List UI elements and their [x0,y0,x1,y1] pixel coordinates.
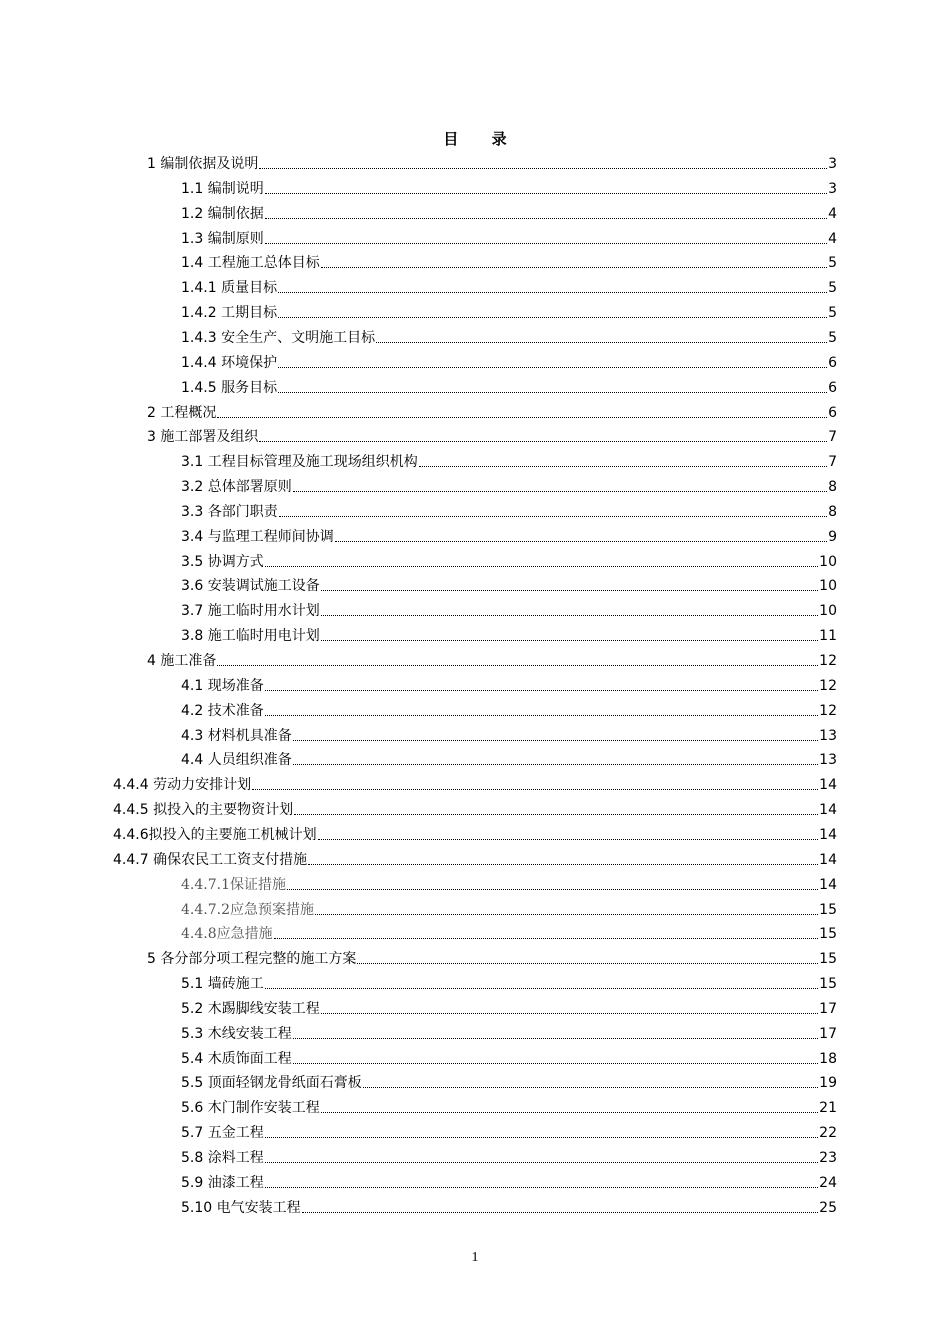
toc-entry[interactable] [113,822,837,844]
toc-entry-title: 4.3 材料机具准备 [181,728,292,744]
toc-entry-page: 15 [819,902,837,918]
toc-entry-page: 8 [828,479,837,495]
dot-leader [265,205,827,223]
dot-leader [278,304,827,322]
toc-entry-page: 14 [819,827,837,843]
toc-entry[interactable] [181,524,837,546]
toc-entry-page: 6 [828,355,837,371]
toc-entry[interactable] [181,1120,837,1142]
toc-entry-title: 1.2 编制依据 [181,206,264,222]
dot-leader [315,901,818,919]
dot-leader [217,404,827,422]
toc-entry-title: 1.4.3 安全生产、文明施工目标 [181,330,376,346]
dot-leader [302,1199,819,1217]
toc-entry-title: 4.4.8应急措施 [181,926,273,942]
toc-entry-title: 1.3 编制原则 [181,231,264,247]
toc-entry-page: 5 [828,280,837,296]
toc-entry[interactable] [147,424,837,446]
toc-entry-page: 6 [828,405,837,421]
toc-entry[interactable] [181,201,837,223]
toc-entry[interactable] [181,350,837,372]
toc-entry-page: 8 [828,504,837,520]
dot-leader [321,254,827,272]
toc-entry[interactable] [181,1021,837,1043]
toc-entry-title: 1 编制依据及说明 [147,156,259,172]
dot-leader [278,379,827,397]
toc-entry[interactable] [181,1095,837,1117]
toc-entry-title: 1.1 编制说明 [181,181,264,197]
toc-entry[interactable] [147,151,837,173]
toc-entry[interactable] [181,549,837,571]
toc-entry[interactable] [113,797,837,819]
toc-entry-title: 3.3 各部门职责 [181,504,278,520]
toc-entry-page: 10 [819,554,837,570]
toc-entry-page: 14 [819,852,837,868]
toc-entry[interactable] [181,250,837,272]
toc-entry-page: 23 [819,1150,837,1166]
toc-entry-title: 5.2 木踢脚线安装工程 [181,1001,320,1017]
dot-leader [293,1025,818,1043]
toc-entry[interactable] [181,698,837,720]
toc-entry-title: 4.4.7.1保证措施 [181,877,286,893]
toc-entry-page: 3 [828,181,837,197]
toc-entry-title: 4.4.7 确保农民工工资支付措施 [113,852,308,868]
toc-entry[interactable] [181,897,837,919]
toc-entry[interactable] [181,598,837,620]
toc-entry[interactable] [181,1170,837,1192]
toc-entry[interactable] [181,176,837,198]
toc-entry-title: 4.1 现场准备 [181,678,264,694]
toc-entry-title: 1.4.2 工期目标 [181,305,278,321]
toc-entry[interactable] [181,375,837,397]
toc-entry-title: 1.4.4 环境保护 [181,355,278,371]
toc-entry-page: 6 [828,380,837,396]
toc-entry-title: 4.2 技术准备 [181,703,264,719]
toc-entry-title: 4.4.5 拟投入的主要物资计划 [113,802,294,818]
toc-entry-title: 5.3 木线安装工程 [181,1026,292,1042]
toc-entry-title: 3.1 工程目标管理及施工现场组织机构 [181,454,418,470]
toc-entry-title: 3 施工部署及组织 [147,429,259,445]
toc-entry-title: 3.7 施工临时用水计划 [181,603,320,619]
toc-entry-title: 4 施工准备 [147,653,217,669]
toc-entry-title: 5.5 顶面轻钢龙骨纸面石膏板 [181,1075,362,1091]
toc-entry[interactable] [181,673,837,695]
page-number: 1 [471,1250,479,1265]
dot-leader [259,428,827,446]
toc-entry[interactable] [181,275,837,297]
toc-entry[interactable] [113,847,837,869]
toc-entry-page: 5 [828,330,837,346]
dot-leader [321,602,818,620]
toc-entry[interactable] [181,325,837,347]
toc-entry-page: 17 [819,1001,837,1017]
toc-entry-page: 17 [819,1026,837,1042]
toc-entry-page: 13 [819,728,837,744]
toc-entry-page: 12 [819,653,837,669]
toc-entry[interactable] [181,1070,837,1092]
toc-entry-page: 5 [828,305,837,321]
toc-entry[interactable] [181,1145,837,1167]
dot-leader [318,826,819,844]
dot-leader [293,727,818,745]
toc-entry[interactable] [181,872,837,894]
toc-entry[interactable] [181,747,837,769]
toc-entry-page: 18 [819,1051,837,1067]
toc-entry-page: 10 [819,603,837,619]
dot-leader [321,1000,818,1018]
toc-entry[interactable] [147,648,837,670]
toc-entry-title: 5.10 电气安装工程 [181,1200,301,1216]
toc-entry-title: 5.6 木门制作安装工程 [181,1100,320,1116]
toc-entry-page: 4 [828,231,837,247]
dot-leader [265,677,818,695]
dot-leader [321,577,818,595]
toc-entry[interactable] [181,573,837,595]
toc-entry-page: 14 [819,877,837,893]
dot-leader [287,876,818,894]
toc-entry-title: 3.2 总体部署原则 [181,479,292,495]
toc-entry-title: 5.1 墙砖施工 [181,976,264,992]
toc-entry[interactable] [181,723,837,745]
toc-entry-page: 12 [819,703,837,719]
toc-entry[interactable] [147,400,837,422]
toc-entry-page: 15 [819,926,837,942]
toc-entry[interactable] [181,921,837,943]
toc-entry-page: 15 [819,951,837,967]
dot-leader [357,950,818,968]
toc-entry-page: 22 [819,1125,837,1141]
toc-entry[interactable] [181,499,837,521]
toc-entry[interactable] [181,996,837,1018]
toc-entry-title: 3.4 与监理工程师间协调 [181,529,334,545]
toc-entry-title: 3.5 协调方式 [181,554,264,570]
dot-leader [259,155,827,173]
dot-leader [217,652,818,670]
toc-entry-title: 1.4 工程施工总体目标 [181,255,320,271]
toc-entry-title: 3.6 安装调试施工设备 [181,578,320,594]
toc-entry-page: 7 [828,429,837,445]
toc-entry-title: 5.8 涂料工程 [181,1150,264,1166]
toc-entry-page: 5 [828,255,837,271]
toc-entry-title: 3.8 施工临时用电计划 [181,628,320,644]
toc-entry[interactable] [181,1195,837,1217]
toc-entry-title: 2 工程概况 [147,405,217,421]
toc-entry[interactable] [181,449,837,471]
toc-entry-page: 14 [819,777,837,793]
dot-leader [278,354,827,372]
dot-leader [265,180,827,198]
toc-entry-title: 1.4.5 服务目标 [181,380,278,396]
dot-leader [321,1099,818,1117]
toc-title: 目 录 [443,130,521,148]
dot-leader [274,925,819,943]
dot-leader [363,1074,818,1092]
dot-leader [321,627,818,645]
toc-entry-page: 19 [819,1075,837,1091]
dot-leader [265,553,818,571]
toc-entry-page: 7 [828,454,837,470]
toc-entry-page: 14 [819,802,837,818]
dot-leader [279,503,827,521]
toc-entry-page: 21 [819,1100,837,1116]
toc-entry[interactable] [181,1046,837,1068]
toc-entry-page: 10 [819,578,837,594]
toc-entry[interactable] [181,971,837,993]
toc-entry[interactable] [181,474,837,496]
dot-leader [335,528,827,546]
dot-leader [265,975,818,993]
toc-entry-page: 3 [828,156,837,172]
toc-entry-title: 5.4 木质饰面工程 [181,1051,292,1067]
toc-entry-title: 1.4.1 质量目标 [181,280,278,296]
dot-leader [293,751,818,769]
toc-entry-page: 12 [819,678,837,694]
toc-entry-title: 4.4.7.2应急预案措施 [181,902,314,918]
toc-entry[interactable] [181,300,837,322]
dot-leader [308,851,818,869]
dot-leader [293,478,827,496]
toc-entry[interactable] [181,226,837,248]
toc-entry-title: 4.4.4 劳动力安排计划 [113,777,252,793]
dot-leader [252,776,818,794]
dot-leader [294,801,818,819]
dot-leader [293,1050,818,1068]
toc-entry-page: 15 [819,976,837,992]
toc-entry-page: 24 [819,1175,837,1191]
toc-entry-title: 4.4.6拟投入的主要施工机械计划 [113,827,317,843]
dot-leader [265,230,827,248]
dot-leader [419,453,827,471]
toc-entry-title: 4.4 人员组织准备 [181,752,292,768]
toc-entry-title: 5.7 五金工程 [181,1125,264,1141]
toc-entry-page: 9 [828,529,837,545]
dot-leader [265,1174,818,1192]
toc-entry[interactable] [113,772,837,794]
toc-entry-page: 11 [819,628,837,644]
toc-entry-title: 5 各分部分项工程完整的施工方案 [147,951,357,967]
toc-entry-page: 25 [819,1200,837,1216]
dot-leader [265,1124,818,1142]
dot-leader [265,1149,818,1167]
dot-leader [376,329,827,347]
toc-entry-page: 13 [819,752,837,768]
dot-leader [265,702,818,720]
toc-entry-title: 5.9 油漆工程 [181,1175,264,1191]
toc-entry[interactable] [181,623,837,645]
toc-entry[interactable] [147,946,837,968]
dot-leader [278,279,827,297]
toc-entry-page: 4 [828,206,837,222]
